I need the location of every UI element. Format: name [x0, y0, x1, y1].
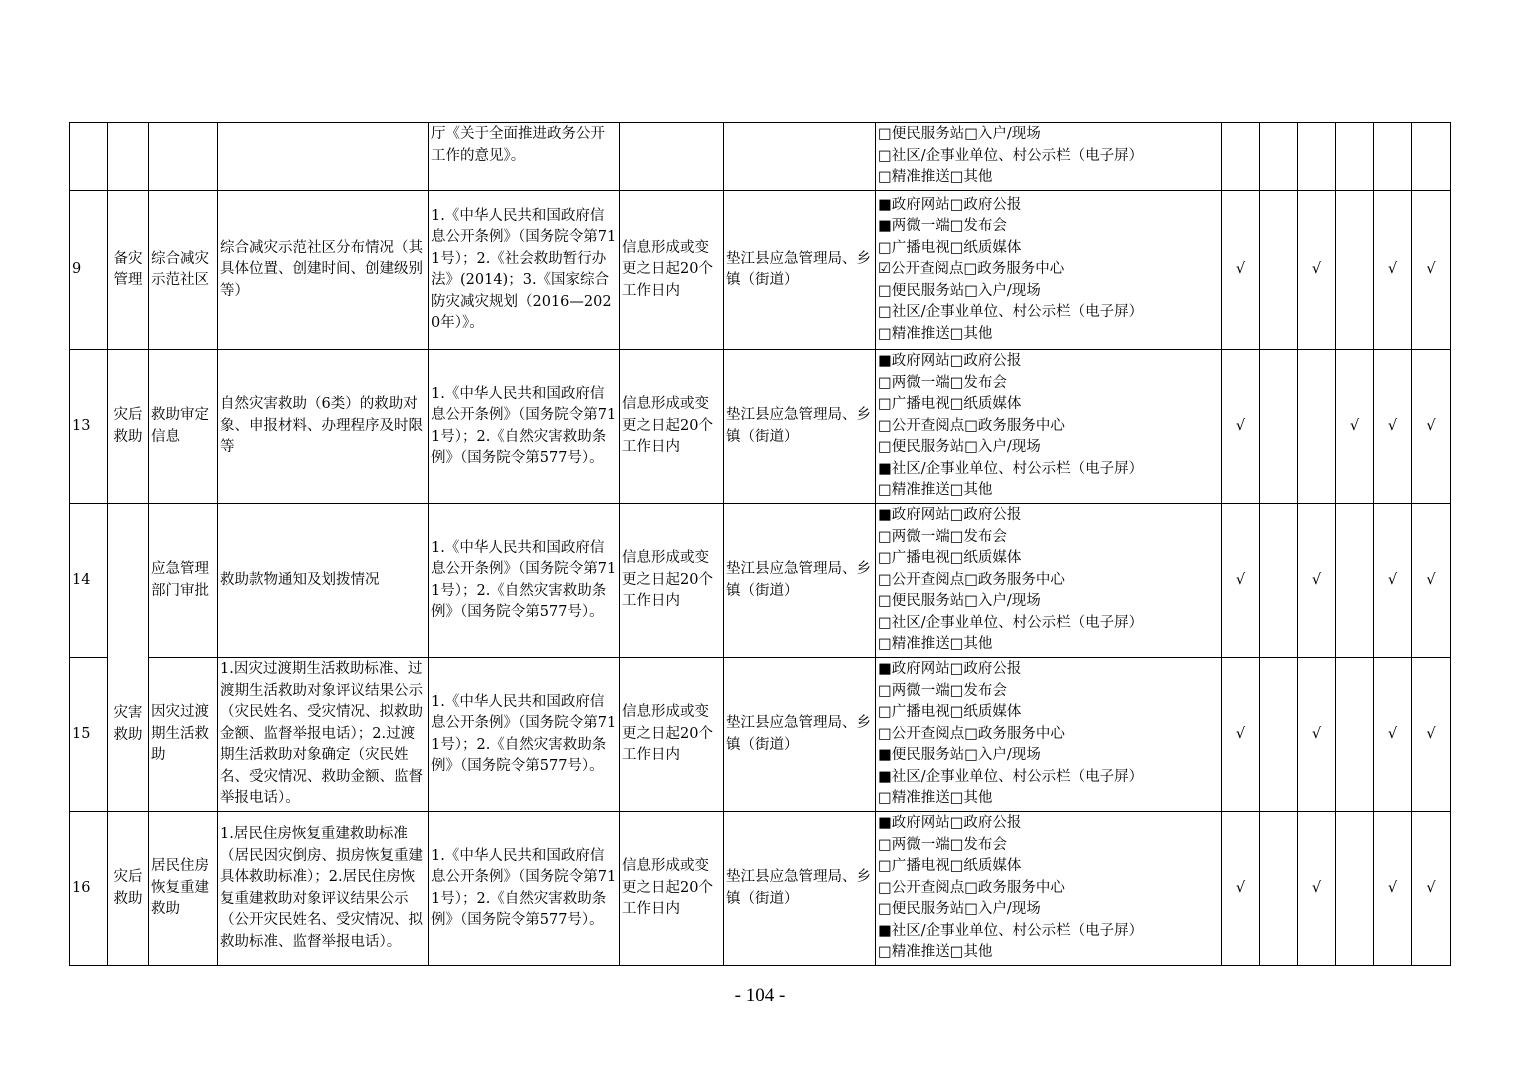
channel-option: □社区/企事业单位、村公示栏（电子屏） [878, 147, 1144, 164]
disclosure-basis: 厅《关于全面推进政务公开工作的意见》。 [429, 123, 620, 191]
disclosure-basis: 1.《中华人民共和国政府信息公开条例》（国务院令第711号）；2.《社会救助暂行办法》(2014)；3.《国家综合防灾减灾规划（2016—2020年）》。 [429, 191, 620, 350]
channel-option: □精准推送□其他 [878, 790, 993, 807]
row-number: 13 [70, 350, 108, 504]
row-number: 14 [70, 504, 108, 658]
row-number: 15 [70, 658, 108, 812]
category-secondary [149, 123, 218, 191]
tick-mark: √ [1298, 191, 1336, 350]
row-number [70, 123, 108, 191]
disclosure-content [218, 123, 429, 191]
tick-mark: √ [1222, 191, 1260, 350]
disclosure-channels [876, 123, 1222, 191]
tick-mark [1336, 123, 1374, 191]
row-number: 16 [70, 812, 108, 966]
disclosure-basis: 1.《中华人民共和国政府信息公开条例》（国务院令第711号）；2.《自然灾害救助条例》（国务院令第577号）。 [429, 658, 620, 812]
table-row [70, 123, 1451, 191]
table-row [70, 812, 1451, 966]
responsible-department: 垫江县应急管理局、乡镇（街道） [724, 350, 876, 504]
channel-option: □公开查阅点□政务服务中心 [878, 879, 1065, 896]
channel-option: □两微一端□发布会 [878, 374, 1007, 391]
tick-mark: √ [1374, 812, 1412, 966]
disclosure-channels [876, 658, 1222, 812]
category-secondary: 综合减灾示范社区 [149, 191, 218, 350]
channel-option: □两微一端□发布会 [878, 836, 1007, 853]
channel-option: □精准推送□其他 [878, 944, 993, 961]
channel-option: ■社区/企事业单位、村公示栏（电子屏） [878, 922, 1144, 939]
channel-option: □公开查阅点□政务服务中心 [878, 725, 1065, 742]
channel-option: □广播电视□纸质媒体 [878, 396, 1022, 413]
disclosure-time-limit: 信息形成或变更之日起20个工作日内 [620, 812, 724, 966]
responsible-department: 垫江县应急管理局、乡镇（街道） [724, 504, 876, 658]
tick-mark [1260, 812, 1298, 966]
category-secondary: 因灾过渡期生活救助 [149, 658, 218, 812]
tick-mark: √ [1298, 812, 1336, 966]
disclosure-basis: 1.《中华人民共和国政府信息公开条例》（国务院令第711号）；2.《自然灾害救助条例》（国务院令第577号）。 [429, 812, 620, 966]
channel-option: ☑公开查阅点□政务服务中心 [878, 261, 1065, 278]
tick-mark: √ [1298, 658, 1336, 812]
channel-option: ■政府网站□政府公报 [878, 815, 1022, 832]
disclosure-channels [876, 191, 1222, 350]
channel-option: □公开查阅点□政务服务中心 [878, 417, 1065, 434]
tick-mark: √ [1222, 658, 1260, 812]
responsible-department: 垫江县应急管理局、乡镇（街道） [724, 812, 876, 966]
disclosure-channels [876, 812, 1222, 966]
tick-mark [1260, 658, 1298, 812]
disclosure-time-limit: 信息形成或变更之日起20个工作日内 [620, 504, 724, 658]
channel-option: □精准推送□其他 [878, 482, 993, 499]
channel-option: □广播电视□纸质媒体 [878, 239, 1022, 256]
responsible-department: 垫江县应急管理局、乡镇（街道） [724, 191, 876, 350]
channel-option: ■政府网站□政府公报 [878, 196, 1022, 213]
tick-mark: √ [1222, 504, 1260, 658]
channel-option: □广播电视□纸质媒体 [878, 704, 1022, 721]
disclosure-basis: 1.《中华人民共和国政府信息公开条例》（国务院令第711号）；2.《自然灾害救助条例》（国务院令第577号）。 [429, 350, 620, 504]
tick-mark: √ [1222, 812, 1260, 966]
channel-option: □两微一端□发布会 [878, 682, 1007, 699]
tick-mark: √ [1412, 350, 1451, 504]
row-number: 9 [70, 191, 108, 350]
tick-mark: √ [1412, 504, 1451, 658]
channel-option: ■政府网站□政府公报 [878, 353, 1022, 370]
tick-mark [1260, 350, 1298, 504]
disclosure-table [69, 122, 1451, 966]
disclosure-channels [876, 350, 1222, 504]
channel-option: □广播电视□纸质媒体 [878, 550, 1022, 567]
tick-mark: √ [1222, 350, 1260, 504]
tick-mark: √ [1412, 191, 1451, 350]
tick-mark [1260, 123, 1298, 191]
channel-option: □社区/企事业单位、村公示栏（电子屏） [878, 614, 1144, 631]
channel-option: ■社区/企事业单位、村公示栏（电子屏） [878, 768, 1144, 785]
table-row [70, 350, 1451, 504]
channel-option: □便民服务站□入户/现场 [878, 126, 1041, 143]
disclosure-channels [876, 504, 1222, 658]
tick-mark [1336, 191, 1374, 350]
channel-option: □精准推送□其他 [878, 636, 993, 653]
tick-mark [1298, 350, 1336, 504]
disclosure-content: 救助款物通知及划拨情况 [218, 504, 429, 658]
channel-option: ■政府网站□政府公报 [878, 661, 1022, 678]
disclosure-content: 自然灾害救助（6类）的救助对象、申报材料、办理程序及时限等 [218, 350, 429, 504]
tick-mark [1222, 123, 1260, 191]
tick-mark [1412, 123, 1451, 191]
category-secondary: 应急管理部门审批 [149, 504, 218, 658]
category-primary: 灾害救助 [108, 504, 149, 812]
category-primary [108, 123, 149, 191]
disclosure-content: 综合减灾示范社区分布情况（其具体位置、创建时间、创建级别等） [218, 191, 429, 350]
channel-option: □精准推送□其他 [878, 325, 993, 342]
channel-option: □两微一端□发布会 [878, 528, 1007, 545]
responsible-department [724, 123, 876, 191]
disclosure-time-limit [620, 123, 724, 191]
tick-mark: √ [1374, 504, 1412, 658]
category-primary: 灾后救助 [108, 350, 149, 504]
channel-option: □公开查阅点□政务服务中心 [878, 571, 1065, 588]
responsible-department: 垫江县应急管理局、乡镇（街道） [724, 658, 876, 812]
channel-option: □社区/企事业单位、村公示栏（电子屏） [878, 304, 1144, 321]
tick-mark [1260, 191, 1298, 350]
table-row [70, 191, 1451, 350]
channel-option: □便民服务站□入户/现场 [878, 282, 1041, 299]
tick-mark: √ [1412, 658, 1451, 812]
channel-option: □广播电视□纸质媒体 [878, 858, 1022, 875]
channel-option: ■两微一端□发布会 [878, 218, 1007, 235]
category-primary: 备灾管理 [108, 191, 149, 350]
tick-mark [1336, 504, 1374, 658]
disclosure-time-limit: 信息形成或变更之日起20个工作日内 [620, 658, 724, 812]
tick-mark [1260, 504, 1298, 658]
channel-option: ■政府网站□政府公报 [878, 507, 1022, 524]
tick-mark [1336, 812, 1374, 966]
category-secondary: 居民住房恢复重建救助 [149, 812, 218, 966]
table-row [70, 504, 1451, 658]
disclosure-content: 1.因灾过渡期生活救助标准、过渡期生活救助对象评议结果公示（灾民姓名、受灾情况、拟救助金额、监督举报电话）；2.过渡期生活救助对象确定（灾民姓名、受灾情况、救助金额、监督举报电话）。 [218, 658, 429, 812]
channel-option: ■便民服务站□入户/现场 [878, 747, 1041, 764]
category-primary: 灾后救助 [108, 812, 149, 966]
disclosure-time-limit: 信息形成或变更之日起20个工作日内 [620, 191, 724, 350]
channel-option: □便民服务站□入户/现场 [878, 439, 1041, 456]
category-secondary: 救助审定信息 [149, 350, 218, 504]
page-number: - 104 - [734, 985, 786, 1006]
tick-mark: √ [1374, 191, 1412, 350]
tick-mark [1374, 123, 1412, 191]
tick-mark: √ [1336, 350, 1374, 504]
tick-mark: √ [1298, 504, 1336, 658]
table-row [70, 658, 1451, 812]
channel-option: □精准推送□其他 [878, 169, 993, 186]
channel-option: □便民服务站□入户/现场 [878, 901, 1041, 918]
disclosure-time-limit: 信息形成或变更之日起20个工作日内 [620, 350, 724, 504]
tick-mark [1298, 123, 1336, 191]
disclosure-content: 1.居民住房恢复重建救助标准（居民因灾倒房、损房恢复重建具体救助标准）；2.居民住房恢复重建救助对象评议结果公示（公开灾民姓名、受灾情况、拟救助标准、监督举报电话）。 [218, 812, 429, 966]
channel-option: ■社区/企事业单位、村公示栏（电子屏） [878, 460, 1144, 477]
tick-mark [1336, 658, 1374, 812]
tick-mark: √ [1374, 658, 1412, 812]
tick-mark: √ [1412, 812, 1451, 966]
channel-option: □便民服务站□入户/现场 [878, 593, 1041, 610]
disclosure-basis: 1.《中华人民共和国政府信息公开条例》（国务院令第711号）；2.《自然灾害救助条例》（国务院令第577号）。 [429, 504, 620, 658]
tick-mark: √ [1374, 350, 1412, 504]
